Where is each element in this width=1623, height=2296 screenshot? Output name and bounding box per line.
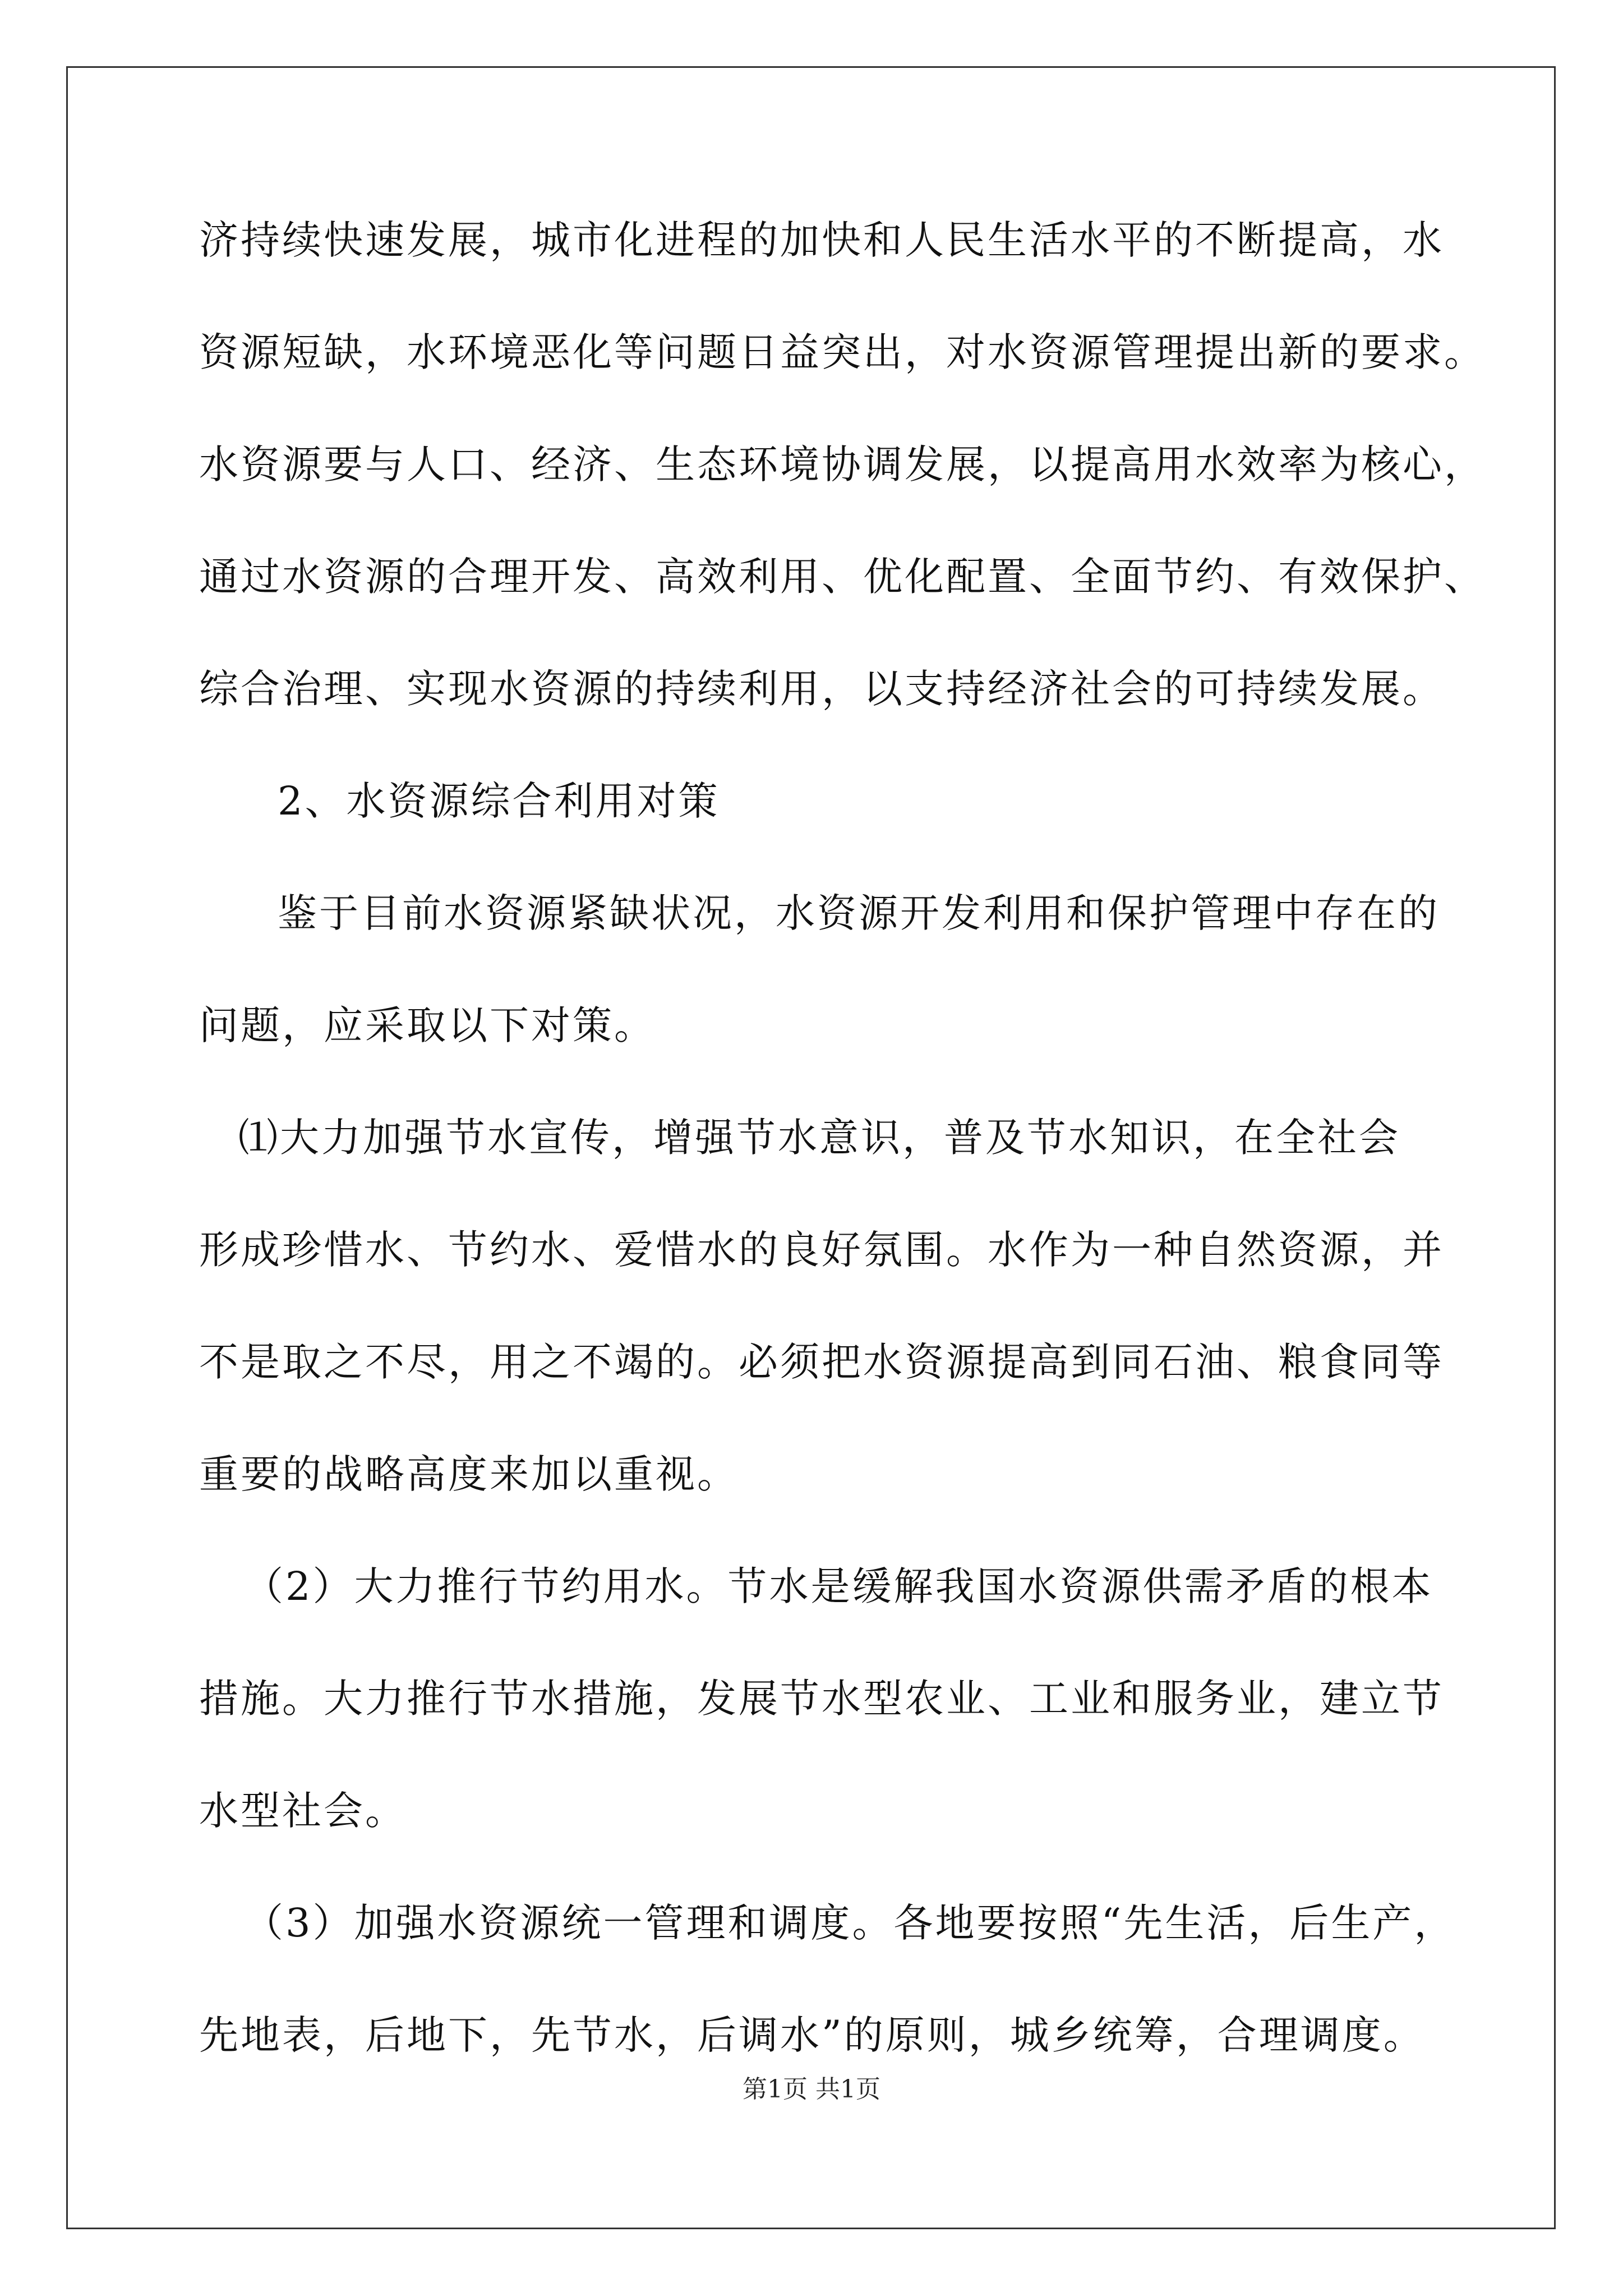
- text-line: 综合治理、实现水资源的持续利用，以支持经济社会的可持续发展。: [199, 666, 1444, 712]
- text-line: ⑴大力加强节水宣传，增强节水意识，普及节水知识，在全社会: [238, 1115, 1400, 1161]
- text-line: （2）大力推行节约用水。节水是缓解我国水资源供需矛盾的根本: [244, 1563, 1433, 1609]
- text-line: 先地表，后地下，先节水，后调水”的原则，城乡统筹，合理调度。: [199, 2012, 1425, 2058]
- text-line: 重要的战略高度来加以重视。: [199, 1451, 739, 1497]
- text-line: 通过水资源的合理开发、高效利用、优化配置、全面节约、有效保护、: [199, 554, 1486, 600]
- text-line: 资源短缺，水环境恶化等问题日益突出，对水资源管理提出新的要求。: [199, 329, 1486, 375]
- text-line: 问题，应采取以下对策。: [199, 1002, 656, 1048]
- section-heading: 2、水资源综合利用对策: [278, 778, 720, 824]
- text-line: 水型社会。: [199, 1788, 407, 1834]
- page-footer: 第1页 共1页: [743, 2075, 880, 2104]
- text-line: 不是取之不尽，用之不竭的。必须把水资源提高到同石油、粮食同等: [199, 1339, 1444, 1385]
- text-line: 措施。大力推行节水措施，发展节水型农业、工业和服务业，建立节: [199, 1676, 1444, 1722]
- text-line: 济持续快速发展，城市化进程的加快和人民生活水平的不断提高，水: [199, 217, 1444, 263]
- text-line: 水资源要与人口、经济、生态环境协调发展，以提高用水效率为核心，: [199, 441, 1486, 487]
- text-line: 鉴于目前水资源紧缺状况，水资源开发利用和保护管理中存在的: [278, 890, 1440, 936]
- text-line: （3）加强水资源统一管理和调度。各地要按照“先生活，后生产，: [244, 1900, 1456, 1946]
- text-line: 形成珍惜水、节约水、爱惜水的良好氛围。水作为一种自然资源，并: [199, 1227, 1444, 1273]
